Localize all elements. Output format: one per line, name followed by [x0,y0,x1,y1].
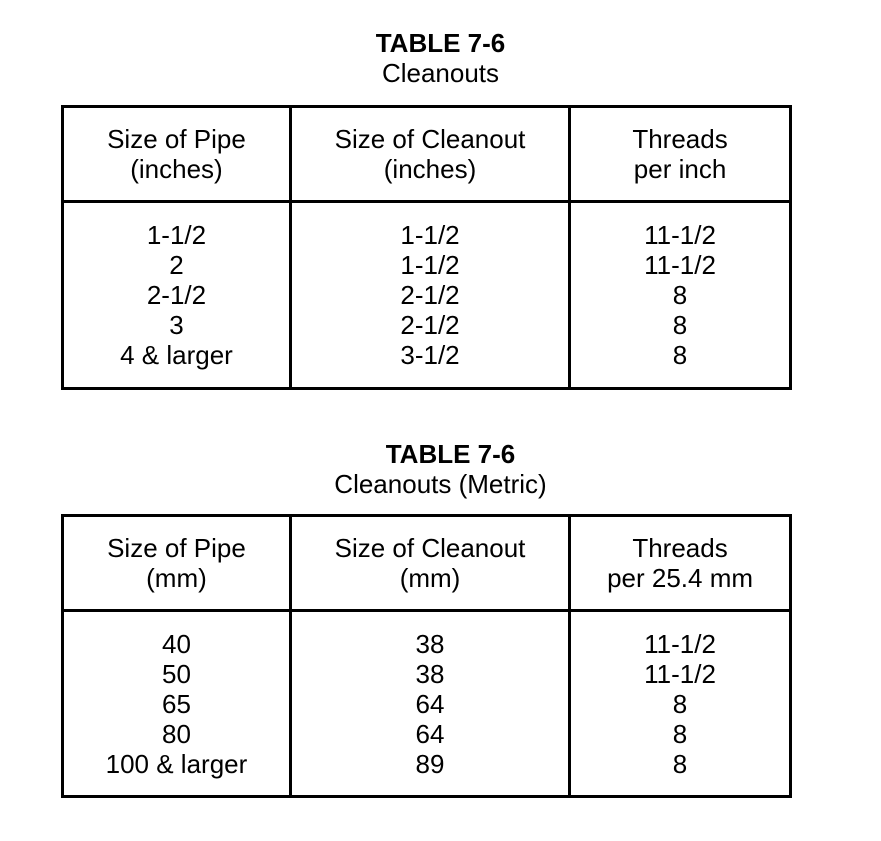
table-cell: 1-1/2 [400,250,460,280]
table-cell: 8 [672,340,688,370]
data-row [63,202,791,389]
header-row [63,516,791,611]
table-cell: 80 [162,718,191,749]
header-threads: Threads per inch [570,107,791,202]
cleanouts-table-inches [61,105,792,390]
table-cell: 3 [169,310,184,340]
threads-column [570,202,791,389]
table-cell: 2-1/2 [146,280,207,310]
table-caption-metric [0,439,881,499]
table-cell: 8 [672,748,688,779]
table-cell: 11-1/2 [644,250,716,280]
header-size-of-cleanout: Size of Cleanout (mm) [290,516,569,611]
header-row [63,107,791,202]
table-cell: 50 [162,658,191,689]
table-cell: 2-1/2 [400,280,460,310]
threads-column [570,611,791,797]
table-cell: 89 [415,748,445,779]
table-cell: 11-1/2 [644,658,716,689]
table-cell: 8 [672,310,688,340]
cleanout-size-column [290,611,569,797]
table-cell: 100 & larger [105,748,248,779]
table-cell: 4 & larger [120,340,233,370]
header-size-of-cleanout: Size of Cleanout (inches) [290,107,569,202]
table-number: TABLE 7-6 [375,28,506,58]
cleanout-size-column [290,202,569,389]
table-cell: 38 [415,658,445,689]
table-cell: 65 [162,688,191,719]
table-cell: 1-1/2 [146,220,207,250]
table-cell: 3-1/2 [400,340,460,370]
table-cell: 64 [415,688,445,719]
pipe-size-column [63,611,291,797]
table-cell: 38 [415,628,445,659]
table-cell: 1-1/2 [400,220,460,250]
data-row [63,611,791,797]
table-cell: 11-1/2 [644,220,716,250]
pipe-size-column [63,202,291,389]
table-cell: 40 [162,628,191,659]
table-cell: 2-1/2 [400,310,460,340]
table-cell: 8 [672,718,688,749]
header-threads: Threads per 25.4 mm [570,516,791,611]
table-title: Cleanouts (Metric) [334,469,547,499]
header-size-of-pipe: Size of Pipe (mm) [63,516,291,611]
table-number: TABLE 7-6 [385,439,516,469]
table-caption-inches [0,28,881,88]
table-cell: 8 [672,280,688,310]
table-cell: 11-1/2 [644,628,716,659]
table-cell: 8 [672,688,688,719]
table-title: Cleanouts [381,58,500,88]
header-size-of-pipe: Size of Pipe (inches) [63,107,291,202]
table-cell: 2 [169,250,184,280]
table-cell: 64 [415,718,445,749]
cleanouts-table-metric [61,514,792,798]
